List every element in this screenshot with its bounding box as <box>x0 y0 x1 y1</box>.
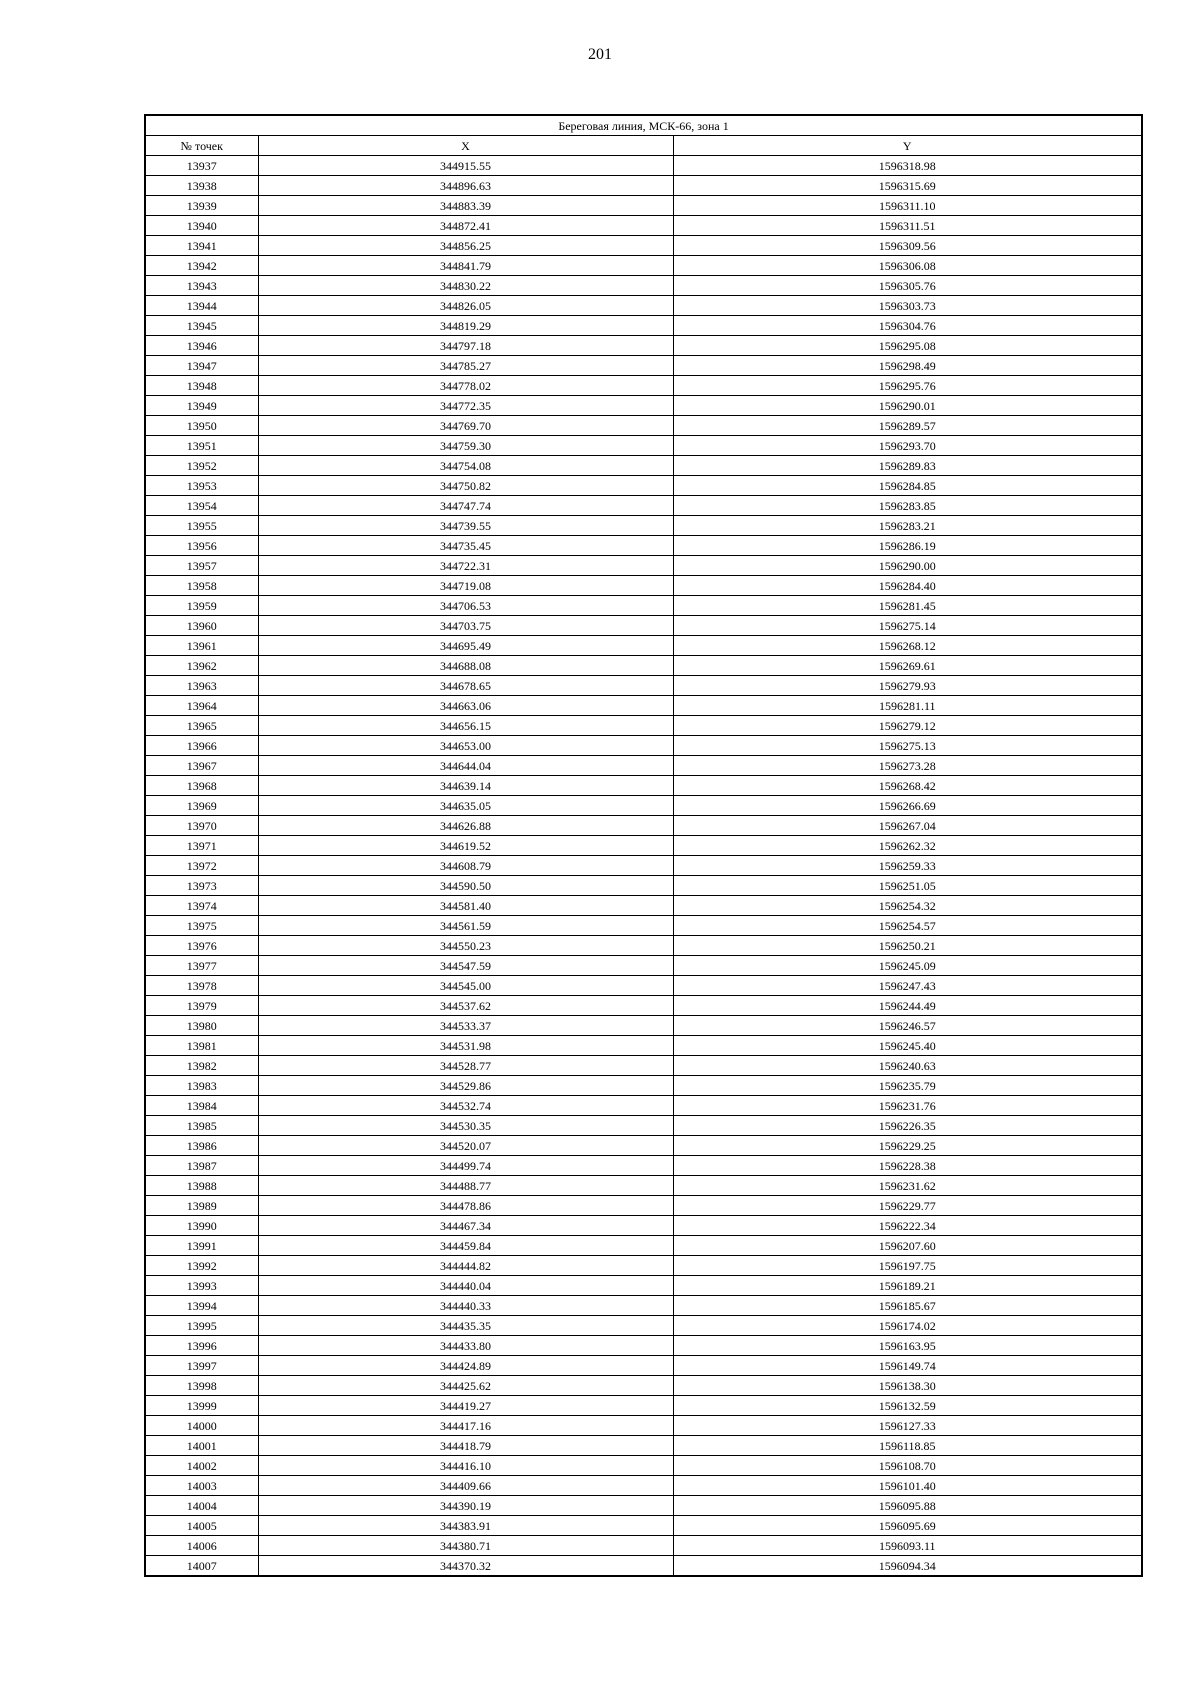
cell-y: 1596290.01 <box>673 396 1142 416</box>
cell-point-number: 13967 <box>145 756 258 776</box>
cell-x: 344590.50 <box>258 876 673 896</box>
table-row <box>145 1176 1142 1196</box>
cell-x: 344409.66 <box>258 1476 673 1496</box>
cell-y: 1596138.30 <box>673 1376 1142 1396</box>
cell-x: 344547.59 <box>258 956 673 976</box>
cell-x: 344695.49 <box>258 636 673 656</box>
cell-point-number: 14003 <box>145 1476 258 1496</box>
cell-y: 1596284.85 <box>673 476 1142 496</box>
cell-y: 1596293.70 <box>673 436 1142 456</box>
cell-x: 344581.40 <box>258 896 673 916</box>
cell-x: 344608.79 <box>258 856 673 876</box>
table-row <box>145 1376 1142 1396</box>
cell-y: 1596132.59 <box>673 1396 1142 1416</box>
cell-point-number: 13939 <box>145 196 258 216</box>
cell-y: 1596305.76 <box>673 276 1142 296</box>
cell-x: 344545.00 <box>258 976 673 996</box>
cell-point-number: 13955 <box>145 516 258 536</box>
page-number: 201 <box>588 46 612 63</box>
cell-y: 1596093.11 <box>673 1536 1142 1556</box>
cell-x: 344750.82 <box>258 476 673 496</box>
cell-x: 344896.63 <box>258 176 673 196</box>
table-row <box>145 196 1142 216</box>
cell-point-number: 14006 <box>145 1536 258 1556</box>
cell-y: 1596279.93 <box>673 676 1142 696</box>
table-row <box>145 1156 1142 1176</box>
cell-x: 344719.08 <box>258 576 673 596</box>
table-row <box>145 596 1142 616</box>
cell-point-number: 13963 <box>145 676 258 696</box>
table-row <box>145 1396 1142 1416</box>
table-row <box>145 776 1142 796</box>
table-row <box>145 856 1142 876</box>
cell-y: 1596254.32 <box>673 896 1142 916</box>
cell-y: 1596231.62 <box>673 1176 1142 1196</box>
table-row <box>145 236 1142 256</box>
table-row <box>145 1416 1142 1436</box>
table-header-row <box>145 136 1142 156</box>
cell-point-number: 13970 <box>145 816 258 836</box>
cell-x: 344370.32 <box>258 1556 673 1577</box>
cell-point-number: 13978 <box>145 976 258 996</box>
cell-point-number: 13946 <box>145 336 258 356</box>
cell-x: 344785.27 <box>258 356 673 376</box>
cell-y: 1596246.57 <box>673 1016 1142 1036</box>
cell-x: 344626.88 <box>258 816 673 836</box>
table-row <box>145 356 1142 376</box>
cell-point-number: 13982 <box>145 1056 258 1076</box>
column-header-x: X <box>258 136 673 156</box>
cell-point-number: 13985 <box>145 1116 258 1136</box>
cell-y: 1596095.69 <box>673 1516 1142 1536</box>
cell-y: 1596245.09 <box>673 956 1142 976</box>
cell-y: 1596244.49 <box>673 996 1142 1016</box>
cell-x: 344530.35 <box>258 1116 673 1136</box>
cell-y: 1596269.61 <box>673 656 1142 676</box>
cell-point-number: 13986 <box>145 1136 258 1156</box>
cell-x: 344467.34 <box>258 1216 673 1236</box>
table-row <box>145 1236 1142 1256</box>
table-row <box>145 936 1142 956</box>
cell-x: 344772.35 <box>258 396 673 416</box>
cell-x: 344433.80 <box>258 1336 673 1356</box>
cell-x: 344644.04 <box>258 756 673 776</box>
table-row <box>145 1216 1142 1236</box>
cell-point-number: 14004 <box>145 1496 258 1516</box>
cell-x: 344390.19 <box>258 1496 673 1516</box>
cell-point-number: 13964 <box>145 696 258 716</box>
column-header-y: Y <box>673 136 1142 156</box>
cell-y: 1596108.70 <box>673 1456 1142 1476</box>
cell-point-number: 14001 <box>145 1436 258 1456</box>
cell-point-number: 13950 <box>145 416 258 436</box>
cell-x: 344424.89 <box>258 1356 673 1376</box>
cell-x: 344619.52 <box>258 836 673 856</box>
cell-x: 344678.65 <box>258 676 673 696</box>
table-row <box>145 796 1142 816</box>
table-row <box>145 1116 1142 1136</box>
cell-point-number: 13941 <box>145 236 258 256</box>
cell-y: 1596283.85 <box>673 496 1142 516</box>
cell-y: 1596247.43 <box>673 976 1142 996</box>
cell-point-number: 13960 <box>145 616 258 636</box>
table-row <box>145 516 1142 536</box>
table-row <box>145 896 1142 916</box>
cell-y: 1596229.25 <box>673 1136 1142 1156</box>
cell-point-number: 13971 <box>145 836 258 856</box>
cell-y: 1596245.40 <box>673 1036 1142 1056</box>
cell-y: 1596185.67 <box>673 1296 1142 1316</box>
cell-x: 344759.30 <box>258 436 673 456</box>
cell-point-number: 13969 <box>145 796 258 816</box>
cell-x: 344488.77 <box>258 1176 673 1196</box>
table-row <box>145 336 1142 356</box>
table-row <box>145 736 1142 756</box>
table-row <box>145 1036 1142 1056</box>
cell-point-number: 13942 <box>145 256 258 276</box>
cell-x: 344653.00 <box>258 736 673 756</box>
cell-y: 1596127.33 <box>673 1416 1142 1436</box>
table-row <box>145 996 1142 1016</box>
cell-x: 344656.15 <box>258 716 673 736</box>
table-row <box>145 876 1142 896</box>
cell-x: 344537.62 <box>258 996 673 1016</box>
cell-x: 344520.07 <box>258 1136 673 1156</box>
cell-point-number: 13965 <box>145 716 258 736</box>
cell-x: 344872.41 <box>258 216 673 236</box>
table-caption-row <box>145 115 1142 136</box>
cell-x: 344416.10 <box>258 1456 673 1476</box>
table-row <box>145 1096 1142 1116</box>
cell-x: 344754.08 <box>258 456 673 476</box>
table-row <box>145 1356 1142 1376</box>
cell-y: 1596207.60 <box>673 1236 1142 1256</box>
cell-x: 344722.31 <box>258 556 673 576</box>
table-row <box>145 1316 1142 1336</box>
table-row <box>145 476 1142 496</box>
cell-y: 1596295.76 <box>673 376 1142 396</box>
cell-x: 344499.74 <box>258 1156 673 1176</box>
cell-x: 344459.84 <box>258 1236 673 1256</box>
cell-y: 1596197.75 <box>673 1256 1142 1276</box>
table-row <box>145 316 1142 336</box>
cell-point-number: 13947 <box>145 356 258 376</box>
cell-point-number: 13981 <box>145 1036 258 1056</box>
cell-point-number: 13957 <box>145 556 258 576</box>
cell-point-number: 13976 <box>145 936 258 956</box>
cell-point-number: 13959 <box>145 596 258 616</box>
cell-point-number: 13977 <box>145 956 258 976</box>
cell-x: 344826.05 <box>258 296 673 316</box>
cell-point-number: 13975 <box>145 916 258 936</box>
table-row <box>145 296 1142 316</box>
cell-point-number: 13949 <box>145 396 258 416</box>
cell-y: 1596231.76 <box>673 1096 1142 1116</box>
cell-point-number: 13988 <box>145 1176 258 1196</box>
cell-x: 344830.22 <box>258 276 673 296</box>
cell-point-number: 13962 <box>145 656 258 676</box>
cell-y: 1596222.34 <box>673 1216 1142 1236</box>
cell-point-number: 13990 <box>145 1216 258 1236</box>
table-row <box>145 836 1142 856</box>
table-row <box>145 756 1142 776</box>
cell-point-number: 14002 <box>145 1456 258 1476</box>
cell-point-number: 13991 <box>145 1236 258 1256</box>
cell-y: 1596315.69 <box>673 176 1142 196</box>
cell-y: 1596289.83 <box>673 456 1142 476</box>
table-row <box>145 1016 1142 1036</box>
cell-y: 1596267.04 <box>673 816 1142 836</box>
cell-x: 344478.86 <box>258 1196 673 1216</box>
cell-y: 1596254.57 <box>673 916 1142 936</box>
cell-y: 1596284.40 <box>673 576 1142 596</box>
table-row <box>145 576 1142 596</box>
table-body <box>145 156 1142 1577</box>
table-row <box>145 916 1142 936</box>
cell-y: 1596279.12 <box>673 716 1142 736</box>
cell-x: 344856.25 <box>258 236 673 256</box>
table-row <box>145 256 1142 276</box>
table-row <box>145 436 1142 456</box>
cell-point-number: 13974 <box>145 896 258 916</box>
cell-x: 344819.29 <box>258 316 673 336</box>
table-row <box>145 616 1142 636</box>
cell-y: 1596266.69 <box>673 796 1142 816</box>
cell-x: 344706.53 <box>258 596 673 616</box>
cell-y: 1596311.10 <box>673 196 1142 216</box>
cell-x: 344529.86 <box>258 1076 673 1096</box>
cell-point-number: 14005 <box>145 1516 258 1536</box>
cell-x: 344747.74 <box>258 496 673 516</box>
cell-x: 344444.82 <box>258 1256 673 1276</box>
cell-x: 344915.55 <box>258 156 673 176</box>
cell-x: 344440.04 <box>258 1276 673 1296</box>
table-row <box>145 176 1142 196</box>
cell-x: 344533.37 <box>258 1016 673 1036</box>
cell-y: 1596228.38 <box>673 1156 1142 1176</box>
cell-point-number: 13973 <box>145 876 258 896</box>
cell-x: 344735.45 <box>258 536 673 556</box>
cell-x: 344532.74 <box>258 1096 673 1116</box>
cell-x: 344440.33 <box>258 1296 673 1316</box>
table-row <box>145 976 1142 996</box>
cell-point-number: 13993 <box>145 1276 258 1296</box>
table-row <box>145 1556 1142 1577</box>
cell-y: 1596226.35 <box>673 1116 1142 1136</box>
cell-point-number: 13943 <box>145 276 258 296</box>
cell-point-number: 13952 <box>145 456 258 476</box>
cell-y: 1596268.42 <box>673 776 1142 796</box>
table-row <box>145 1276 1142 1296</box>
cell-y: 1596281.45 <box>673 596 1142 616</box>
table-row <box>145 676 1142 696</box>
cell-y: 1596118.85 <box>673 1436 1142 1456</box>
cell-x: 344417.16 <box>258 1416 673 1436</box>
table-row <box>145 216 1142 236</box>
cell-y: 1596268.12 <box>673 636 1142 656</box>
cell-x: 344797.18 <box>258 336 673 356</box>
cell-y: 1596250.21 <box>673 936 1142 956</box>
cell-y: 1596281.11 <box>673 696 1142 716</box>
table-row <box>145 716 1142 736</box>
cell-y: 1596303.73 <box>673 296 1142 316</box>
cell-x: 344419.27 <box>258 1396 673 1416</box>
cell-x: 344380.71 <box>258 1536 673 1556</box>
cell-point-number: 13961 <box>145 636 258 656</box>
cell-x: 344435.35 <box>258 1316 673 1336</box>
cell-point-number: 13940 <box>145 216 258 236</box>
cell-point-number: 13984 <box>145 1096 258 1116</box>
cell-y: 1596298.49 <box>673 356 1142 376</box>
cell-x: 344531.98 <box>258 1036 673 1056</box>
table-row <box>145 556 1142 576</box>
table-row <box>145 1136 1142 1156</box>
cell-point-number: 13997 <box>145 1356 258 1376</box>
cell-point-number: 14000 <box>145 1416 258 1436</box>
cell-point-number: 13953 <box>145 476 258 496</box>
cell-y: 1596149.74 <box>673 1356 1142 1376</box>
cell-y: 1596283.21 <box>673 516 1142 536</box>
table-caption: Береговая линия, МСК-66, зона 1 <box>145 115 1142 136</box>
cell-point-number: 13987 <box>145 1156 258 1176</box>
cell-y: 1596295.08 <box>673 336 1142 356</box>
cell-x: 344688.08 <box>258 656 673 676</box>
cell-point-number: 13996 <box>145 1336 258 1356</box>
table-row <box>145 396 1142 416</box>
table-row <box>145 496 1142 516</box>
table-row <box>145 1196 1142 1216</box>
cell-point-number: 13944 <box>145 296 258 316</box>
table-row <box>145 1476 1142 1496</box>
cell-point-number: 13983 <box>145 1076 258 1096</box>
cell-y: 1596189.21 <box>673 1276 1142 1296</box>
cell-point-number: 13948 <box>145 376 258 396</box>
cell-y: 1596275.14 <box>673 616 1142 636</box>
cell-y: 1596289.57 <box>673 416 1142 436</box>
cell-y: 1596094.34 <box>673 1556 1142 1577</box>
cell-x: 344418.79 <box>258 1436 673 1456</box>
cell-point-number: 13989 <box>145 1196 258 1216</box>
cell-point-number: 13994 <box>145 1296 258 1316</box>
cell-x: 344703.75 <box>258 616 673 636</box>
cell-x: 344639.14 <box>258 776 673 796</box>
cell-y: 1596311.51 <box>673 216 1142 236</box>
cell-y: 1596259.33 <box>673 856 1142 876</box>
cell-y: 1596251.05 <box>673 876 1142 896</box>
cell-x: 344383.91 <box>258 1516 673 1536</box>
table-row <box>145 376 1142 396</box>
table-row <box>145 636 1142 656</box>
table-row <box>145 1056 1142 1076</box>
cell-point-number: 13998 <box>145 1376 258 1396</box>
table-row <box>145 1336 1142 1356</box>
cell-point-number: 14007 <box>145 1556 258 1577</box>
cell-point-number: 13945 <box>145 316 258 336</box>
cell-point-number: 13966 <box>145 736 258 756</box>
table-row <box>145 1456 1142 1476</box>
cell-x: 344528.77 <box>258 1056 673 1076</box>
cell-point-number: 13972 <box>145 856 258 876</box>
cell-x: 344425.62 <box>258 1376 673 1396</box>
cell-x: 344663.06 <box>258 696 673 716</box>
cell-y: 1596235.79 <box>673 1076 1142 1096</box>
cell-y: 1596275.13 <box>673 736 1142 756</box>
table-row <box>145 1256 1142 1276</box>
cell-x: 344739.55 <box>258 516 673 536</box>
table-row <box>145 1436 1142 1456</box>
cell-y: 1596309.56 <box>673 236 1142 256</box>
table-row <box>145 956 1142 976</box>
cell-y: 1596240.63 <box>673 1056 1142 1076</box>
cell-point-number: 13999 <box>145 1396 258 1416</box>
table-row <box>145 1496 1142 1516</box>
cell-point-number: 13968 <box>145 776 258 796</box>
cell-x: 344883.39 <box>258 196 673 216</box>
table-row <box>145 1536 1142 1556</box>
cell-point-number: 13954 <box>145 496 258 516</box>
cell-y: 1596290.00 <box>673 556 1142 576</box>
cell-point-number: 13951 <box>145 436 258 456</box>
table-row <box>145 1516 1142 1536</box>
table-row <box>145 536 1142 556</box>
cell-point-number: 13995 <box>145 1316 258 1336</box>
cell-y: 1596095.88 <box>673 1496 1142 1516</box>
cell-x: 344769.70 <box>258 416 673 436</box>
cell-x: 344550.23 <box>258 936 673 956</box>
cell-y: 1596262.32 <box>673 836 1142 856</box>
cell-x: 344635.05 <box>258 796 673 816</box>
cell-x: 344841.79 <box>258 256 673 276</box>
cell-y: 1596229.77 <box>673 1196 1142 1216</box>
table-row <box>145 1296 1142 1316</box>
column-header-point-number: № точек <box>145 136 258 156</box>
cell-y: 1596306.08 <box>673 256 1142 276</box>
cell-y: 1596273.28 <box>673 756 1142 776</box>
cell-point-number: 13937 <box>145 156 258 176</box>
cell-x: 344778.02 <box>258 376 673 396</box>
cell-point-number: 13979 <box>145 996 258 1016</box>
cell-y: 1596318.98 <box>673 156 1142 176</box>
cell-y: 1596163.95 <box>673 1336 1142 1356</box>
cell-y: 1596304.76 <box>673 316 1142 336</box>
cell-x: 344561.59 <box>258 916 673 936</box>
coordinates-table <box>144 114 1143 1577</box>
cell-y: 1596174.02 <box>673 1316 1142 1336</box>
table-row <box>145 416 1142 436</box>
table-row <box>145 456 1142 476</box>
table-row <box>145 696 1142 716</box>
cell-y: 1596286.19 <box>673 536 1142 556</box>
cell-y: 1596101.40 <box>673 1476 1142 1496</box>
table-row <box>145 656 1142 676</box>
table-row <box>145 276 1142 296</box>
cell-point-number: 13938 <box>145 176 258 196</box>
table-row <box>145 1076 1142 1096</box>
cell-point-number: 13956 <box>145 536 258 556</box>
table-row <box>145 816 1142 836</box>
cell-point-number: 13958 <box>145 576 258 596</box>
cell-point-number: 13992 <box>145 1256 258 1276</box>
table-row <box>145 156 1142 176</box>
cell-point-number: 13980 <box>145 1016 258 1036</box>
